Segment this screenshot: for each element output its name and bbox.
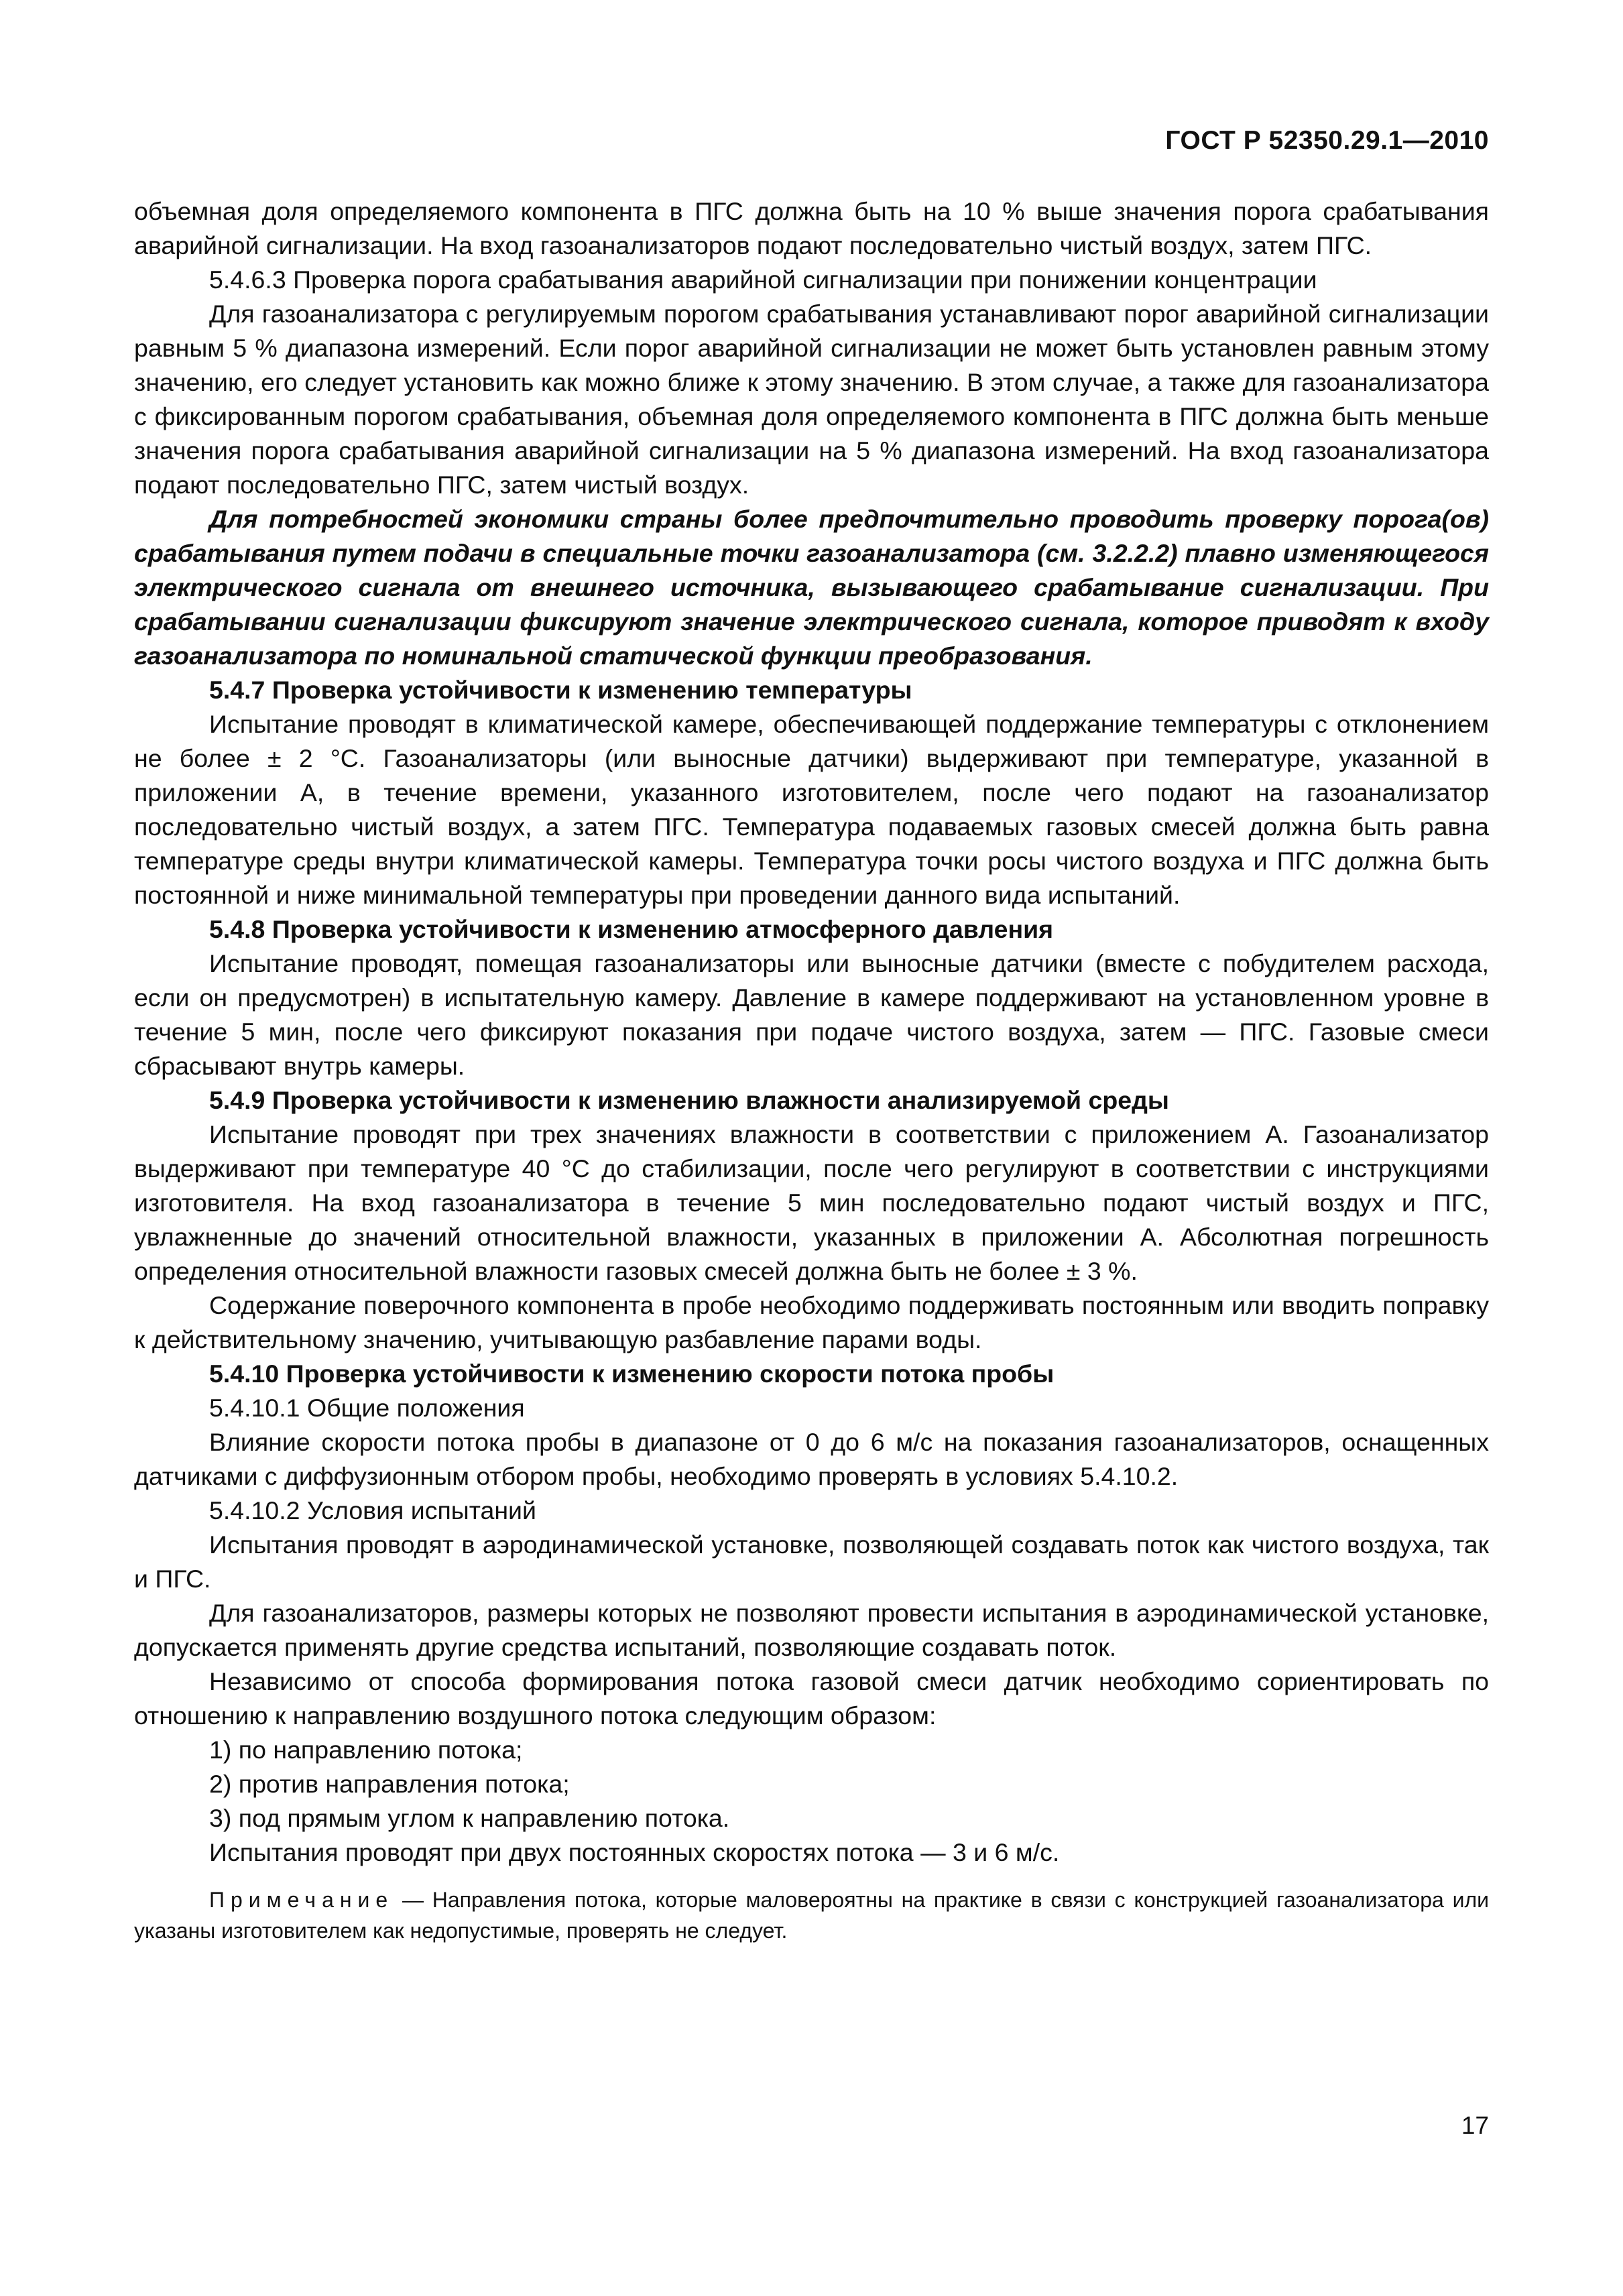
paragraph: Для газоанализатора с регулируемым порогом срабатывания устанавливают порог аварийной сигнализации равным 5 % диапазона измерений. Если порог аварийной сигнализации не может быть установлен равным этому значению, его следует установить как можно ближе к этому значению. В этом случае, а также для газоанализатора с фиксированным порогом срабатывания, объемная доля определяемого компонента в ПГС должна быть меньше значения порога срабатывания аварийной сигнализации на 5 % диапазона измерений. На вход газоанализатора подают последовательно ПГС, затем чистый воздух.: [134, 300, 1489, 499]
paragraph-continuation: объемная доля определяемого компонента в ПГС должна быть на 10 % выше значения порога срабатывания аварийной сигнализации. На вход газоанализаторов подают последовательно чистый воздух, затем ПГС.: [134, 197, 1489, 259]
section-5-4-8-heading: 5.4.8 Проверка устойчивости к изменению атмосферного давления: [209, 915, 1054, 943]
paragraph: Для газоанализаторов, размеры которых не позволяют провести испытания в аэродинамической установке, допускается применять другие средства испытаний, позволяющие создавать поток.: [134, 1599, 1489, 1661]
paragraph: Влияние скорости потока пробы в диапазоне от 0 до 6 м/с на показания газоанализаторов, оснащенных датчиками с диффузионным отбором пробы, необходимо проверять в условиях 5.4.10.2.: [134, 1428, 1489, 1490]
paragraph: Испытание проводят, помещая газоанализаторы или выносные датчики (вместе с побудителем расхода, если он предусмотрен) в испытательную камеру. Давление в камере поддерживают на установленном уровне в течение 5 мин, после чего фиксируют показания при подаче чистого воздуха, затем — ПГС. Газовые смеси сбрасывают внутрь камеры.: [134, 949, 1489, 1080]
section-5-4-10-heading: 5.4.10 Проверка устойчивости к изменению скорости потока пробы: [209, 1360, 1055, 1388]
section-5-4-9-heading: 5.4.9 Проверка устойчивости к изменению влажности анализируемой среды: [209, 1086, 1169, 1114]
clause-5-4-10-2-heading: 5.4.10.2 Условия испытаний: [209, 1496, 536, 1524]
clause-5-4-6-3-heading: 5.4.6.3 Проверка порога срабатывания аварийной сигнализации при понижении концентрации: [209, 265, 1317, 294]
national-note-paragraph: Для потребностей экономики страны более предпочтительно проводить проверку порога(ов) срабатывания путем подачи в специальные точки газоанализатора (см. 3.2.2.2) плавно изменяющегося электрического сигнала от внешнего источника, вызывающего срабатывание сигнализации. При срабатывании сигнализации фиксируют значение электрического сигнала, которое приводят к входу газоанализатора по номинальной статической функции преобразования.: [134, 505, 1489, 670]
note-text: — Направления потока, которые маловероятны на практике в связи с конструкцией газоанализатора или указаны изготовителем как недопустимые, проверять не следует.: [134, 1888, 1489, 1943]
page-body: [134, 194, 1489, 1946]
paragraph: Испытание проводят в климатической камере, обеспечивающей поддержание температуры с отклонением не более ± 2 °С. Газоанализаторы (или выносные датчики) выдерживают при температуре, указанной в приложении А, в течение времени, указанного изготовителем, после чего подают на газоанализатор последовательно чистый воздух, а затем ПГС. Температура подаваемых газовых смесей должна быть равна температуре среды внутри климатической камеры. Температура точки росы чистого воздуха и ПГС должна быть постоянной и ниже минимальной температуры при проведении данного вида испытаний.: [134, 710, 1489, 909]
document-code-header: ГОСТ Р 52350.29.1—2010: [1165, 126, 1489, 155]
list-item: 1) по направлению потока;: [209, 1736, 523, 1764]
paragraph: Испытания проводят в аэродинамической установке, позволяющей создавать поток как чистого воздуха, так и ПГС.: [134, 1530, 1489, 1593]
clause-5-4-10-1-heading: 5.4.10.1 Общие положения: [209, 1394, 525, 1422]
paragraph: Содержание поверочного компонента в пробе необходимо поддерживать постоянным или вводить поправку к действительному значению, учитывающую разбавление парами воды.: [134, 1291, 1489, 1353]
section-5-4-7-heading: 5.4.7 Проверка устойчивости к изменению температуры: [209, 676, 912, 704]
list-item: 3) под прямым углом к направлению потока.: [209, 1804, 730, 1832]
paragraph: Испытание проводят при трех значениях влажности в соответствии с приложением А. Газоанализатор выдерживают при температуре 40 °С до стабилизации, после чего регулируют в соответствии с инструкциями изготовителя. На вход газоанализатора в течение 5 мин последовательно подают чистый воздух и ПГС, увлажненные до значений относительной влажности, указанных в приложении А. Абсолютная погрешность определения относительной влажности газовых смесей должна быть не более ± 3 %.: [134, 1120, 1489, 1285]
paragraph: Испытания проводят при двух постоянных скоростях потока — 3 и 6 м/с.: [209, 1838, 1060, 1866]
note-paragraph: [134, 1884, 1489, 1946]
note-label: Примечание: [209, 1888, 394, 1912]
list-item: 2) против направления потока;: [209, 1770, 570, 1798]
paragraph: Независимо от способа формирования потока газовой смеси датчик необходимо сориентировать по отношению к направлению воздушного потока следующим образом:: [134, 1667, 1489, 1730]
page-number: 17: [1461, 2112, 1489, 2139]
